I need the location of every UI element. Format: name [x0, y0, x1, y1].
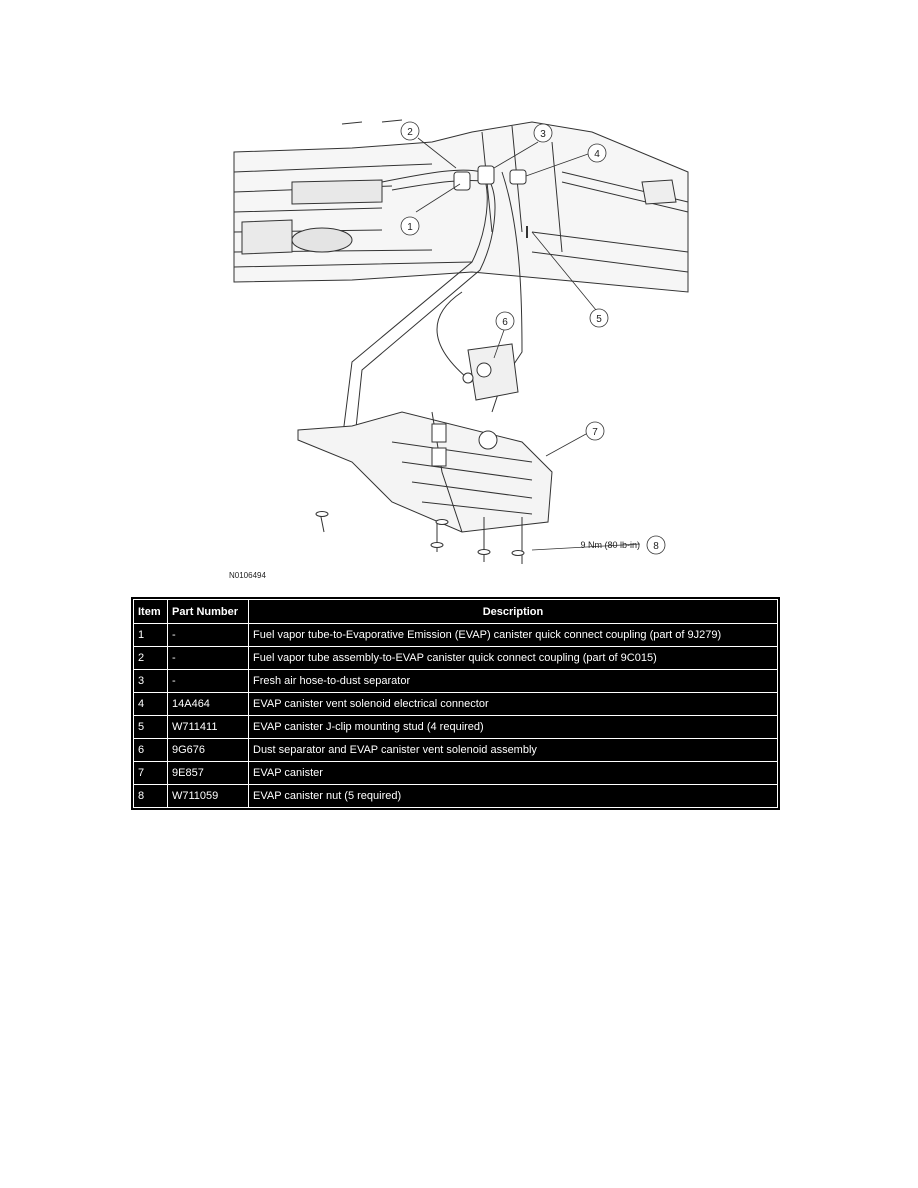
description-cell: Dust separator and EVAP canister vent solenoid assembly — [249, 739, 778, 762]
part-number-cell: 9G676 — [168, 739, 249, 762]
callout-8 — [647, 536, 665, 554]
callout-2 — [401, 122, 419, 140]
description-cell: EVAP canister vent solenoid electrical connector — [249, 693, 778, 716]
item-cell: 4 — [134, 693, 168, 716]
figure-id-label: N0106494 — [229, 571, 266, 580]
description-cell: EVAP canister J-clip mounting stud (4 required) — [249, 716, 778, 739]
svg-text:4: 4 — [594, 149, 600, 160]
svg-text:6: 6 — [502, 317, 508, 328]
diagram-svg — [232, 112, 692, 586]
part-number-cell: - — [168, 624, 249, 647]
vehicle-underbody — [234, 120, 688, 564]
table-header-row — [134, 600, 778, 624]
part-number-cell: W711411 — [168, 716, 249, 739]
part-number-cell: - — [168, 647, 249, 670]
header-item: Item — [134, 600, 168, 624]
table-row — [134, 670, 778, 693]
parts-table — [133, 599, 778, 808]
callout-3 — [534, 124, 552, 142]
item-cell: 6 — [134, 739, 168, 762]
svg-text:3: 3 — [540, 129, 546, 140]
svg-text:1: 1 — [407, 222, 413, 233]
description-cell: EVAP canister — [249, 762, 778, 785]
svg-text:2: 2 — [407, 127, 413, 138]
item-cell: 5 — [134, 716, 168, 739]
item-cell: 1 — [134, 624, 168, 647]
torque-label: 9 Nm (80 lb-in) — [580, 540, 640, 550]
table-row — [134, 693, 778, 716]
header-description: Description — [249, 600, 778, 624]
svg-text:7: 7 — [592, 427, 598, 438]
item-cell: 2 — [134, 647, 168, 670]
evap-canister-diagram — [232, 112, 692, 586]
table-row — [134, 647, 778, 670]
svg-text:5: 5 — [596, 314, 602, 325]
callout-5 — [590, 309, 608, 327]
description-cell: EVAP canister nut (5 required) — [249, 785, 778, 808]
item-cell: 7 — [134, 762, 168, 785]
part-number-cell: - — [168, 670, 249, 693]
table-row — [134, 739, 778, 762]
description-cell: Fuel vapor tube assembly-to-EVAP canister quick connect coupling (part of 9C015) — [249, 647, 778, 670]
table-row — [134, 762, 778, 785]
item-cell: 3 — [134, 670, 168, 693]
callout-4 — [588, 144, 606, 162]
header-part-number: Part Number — [168, 600, 249, 624]
svg-text:8: 8 — [653, 541, 659, 552]
callout-1 — [401, 217, 419, 235]
part-number-cell: 9E857 — [168, 762, 249, 785]
description-cell: Fresh air hose-to-dust separator — [249, 670, 778, 693]
table-row — [134, 785, 778, 808]
callout-6 — [496, 312, 514, 330]
description-cell: Fuel vapor tube-to-Evaporative Emission (EVAP) canister quick connect coupling (part of 9J279) — [249, 624, 778, 647]
part-number-cell: 14A464 — [168, 693, 249, 716]
table-row — [134, 624, 778, 647]
item-cell: 8 — [134, 785, 168, 808]
part-number-cell: W711059 — [168, 785, 249, 808]
table-row — [134, 716, 778, 739]
callout-7 — [586, 422, 604, 440]
